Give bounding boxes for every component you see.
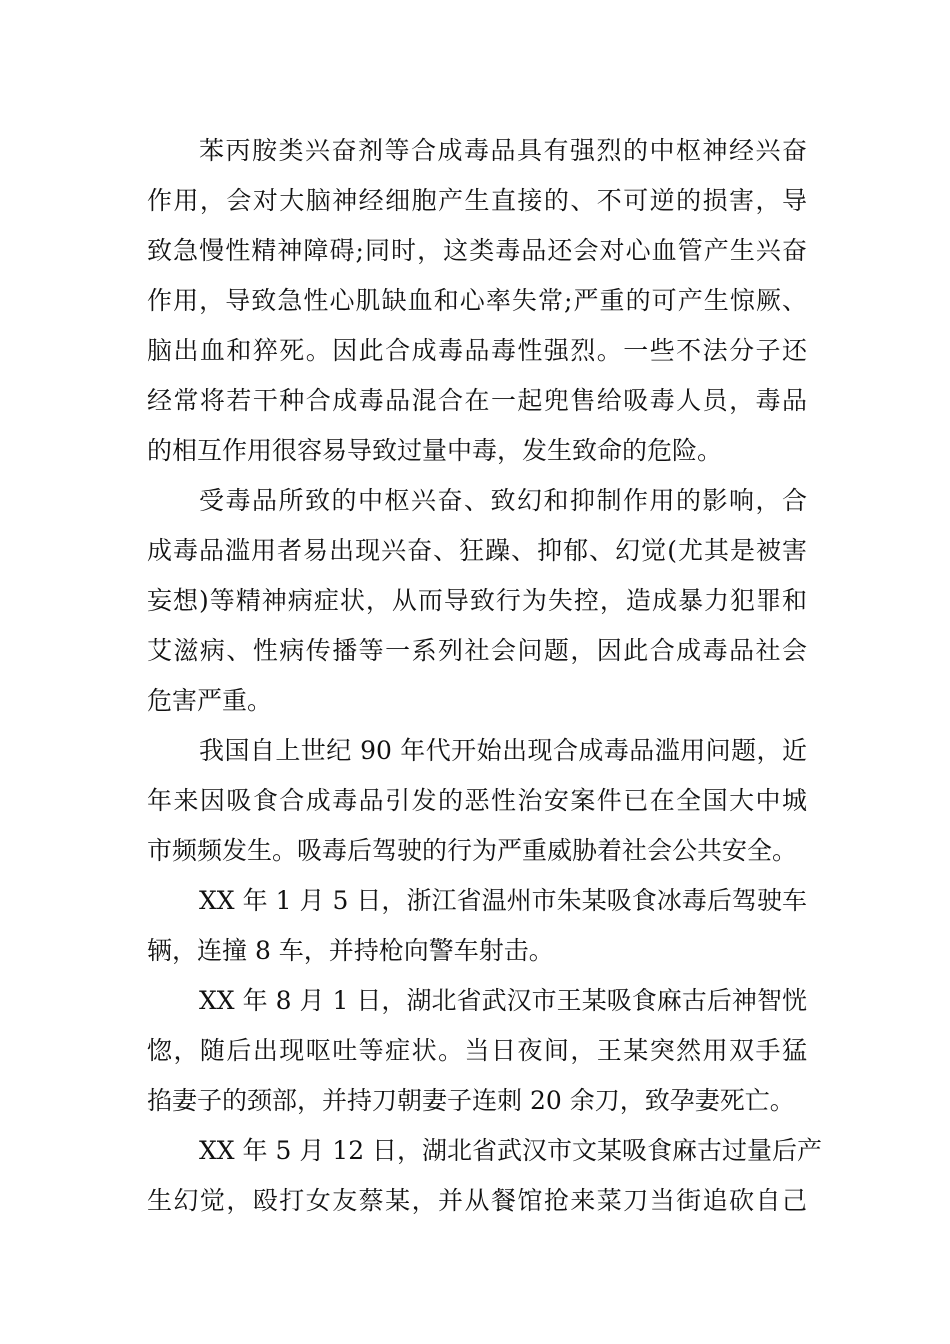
- text-line: 生幻觉，殴打女友蔡某，并从餐馆抢来菜刀当街追砍自己: [147, 1186, 807, 1215]
- text-line: 我国自上世纪 90 年代开始出现合成毒品滥用问题，近: [199, 736, 807, 765]
- text-line: XX 年 5 月 12 日，湖北省武汉市文某吸食麻古过量后产: [199, 1136, 823, 1165]
- text-line: 作用，导致急性心肌缺血和心率失常;严重的可产生惊厥、: [147, 286, 807, 315]
- text-line: 受毒品所致的中枢兴奋、致幻和抑制作用的影响，合: [199, 486, 807, 515]
- text-line: 经常将若干种合成毒品混合在一起兜售给吸毒人员，毒品: [147, 386, 807, 415]
- text-line: 辆，连撞 8 车，并持枪向警车射击。: [147, 936, 554, 965]
- paragraph: [147, 876, 807, 976]
- text-line: 妄想)等精神病症状，从而导致行为失控，造成暴力犯罪和: [147, 586, 807, 615]
- text-line: XX 年 1 月 5 日，浙江省温州市朱某吸食冰毒后驾驶车: [199, 886, 807, 915]
- paragraph: [147, 476, 807, 726]
- text-line: 危害严重。: [147, 686, 273, 715]
- paragraph: [147, 976, 807, 1126]
- text-line: 作用，会对大脑神经细胞产生直接的、不可逆的损害，导: [147, 186, 807, 215]
- text-line: 年来因吸食合成毒品引发的恶性治安案件已在全国大中城: [147, 786, 807, 815]
- paragraph: [147, 1126, 823, 1226]
- text-line: 掐妻子的颈部，并持刀朝妻子连刺 20 余刀，致孕妻死亡。: [147, 1086, 795, 1115]
- text-line: 市频频发生。吸毒后驾驶的行为严重威胁着社会公共安全。: [147, 836, 798, 865]
- paragraph: [147, 126, 807, 476]
- paragraph: [147, 726, 807, 876]
- text-line: 的相互作用很容易导致过量中毒，发生致命的危险。: [147, 436, 723, 465]
- text-line: 成毒品滥用者易出现兴奋、狂躁、抑郁、幻觉(尤其是被害: [147, 536, 807, 565]
- text-line: 脑出血和猝死。因此合成毒品毒性强烈。一些不法分子还: [147, 336, 807, 365]
- document-body: [147, 126, 823, 1226]
- text-line: 艾滋病、性病传播等一系列社会问题，因此合成毒品社会: [147, 636, 807, 665]
- text-line: 惚，随后出现呕吐等症状。当日夜间，王某突然用双手猛: [147, 1036, 807, 1065]
- text-line: 苯丙胺类兴奋剂等合成毒品具有强烈的中枢神经兴奋: [199, 136, 807, 165]
- text-line: XX 年 8 月 1 日，湖北省武汉市王某吸食麻古后神智恍: [199, 986, 807, 1015]
- text-line: 致急慢性精神障碍;同时，这类毒品还会对心血管产生兴奋: [147, 236, 807, 265]
